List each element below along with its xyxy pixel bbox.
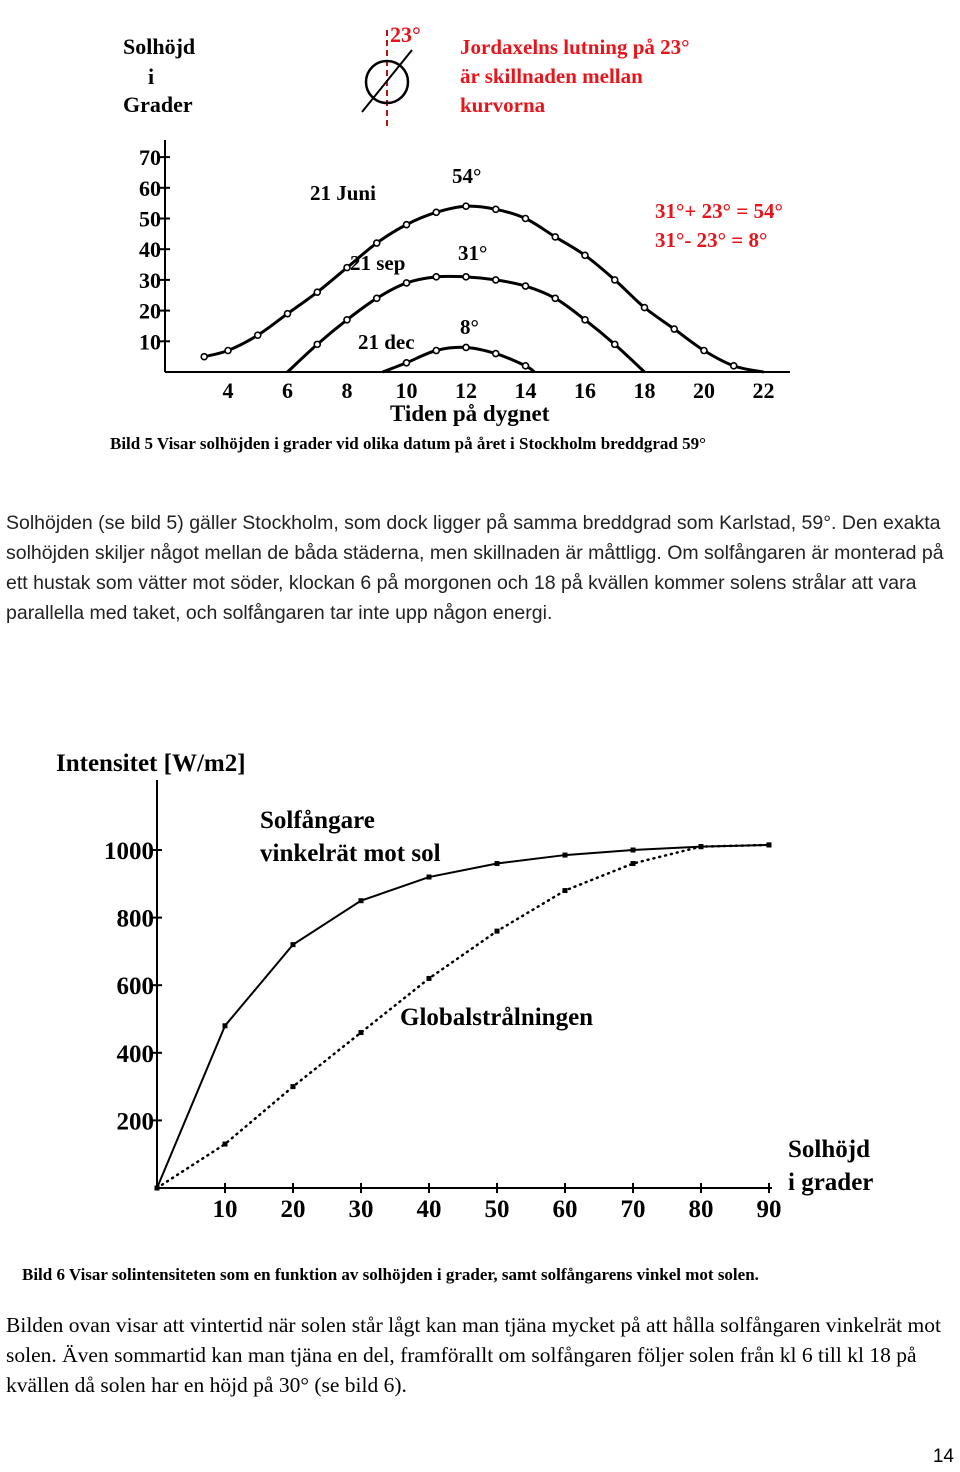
series-1-point [359, 898, 364, 903]
label-globalstralningen: Globalstrålningen [400, 1004, 594, 1031]
caption-figure-6: Bild 6 Visar solintensiteten som en funktion av solhöjden i grader, samt solfångarens vinkel mot solen. [22, 1265, 759, 1284]
x-tick-label: 50 [484, 1196, 510, 1223]
series-2-point [699, 844, 704, 849]
series-1-point [631, 848, 636, 853]
series-2-point [563, 888, 568, 893]
peak-31: 31° [458, 241, 488, 265]
curve-2-point [374, 295, 380, 301]
chart1-y-title [123, 34, 195, 117]
chart2-y-title: Intensitet [W/m2] [56, 750, 246, 777]
peak-54: 54° [452, 164, 482, 188]
curve-1-point [552, 234, 558, 240]
x-tick-label: 80 [688, 1196, 714, 1223]
peak-8: 8° [460, 315, 479, 339]
tilt-note [460, 35, 690, 117]
note-line2: är skillnaden mellan [460, 64, 643, 88]
formula-note [655, 199, 783, 252]
curve-2-point [344, 317, 350, 323]
curve-2-point [552, 295, 558, 301]
x-tick-label: 16 [574, 378, 596, 403]
x-tick-label: 10 [212, 1196, 238, 1223]
y-tick-label: 40 [139, 237, 161, 263]
curve-1-point [255, 332, 261, 338]
x-tick-label: 6 [282, 378, 293, 403]
chart2-y-ticks [104, 838, 162, 1135]
y-tick-label: 200 [116, 1108, 154, 1136]
note-line1: Jordaxelns lutning på 23° [460, 35, 690, 59]
label-21-sep: 21 sep [350, 251, 406, 275]
chart2-x-title-line1: Solhöjd [788, 1136, 870, 1163]
series-2-point [291, 1084, 296, 1089]
y-title-line2: i [148, 64, 155, 89]
label-solfangare-line1: Solfångare [260, 807, 375, 834]
curve-2-point [582, 317, 588, 323]
x-tick-label: 22 [752, 378, 775, 403]
x-tick-label: 20 [693, 378, 715, 403]
curve-2-point [493, 277, 499, 283]
curve-1-point [642, 305, 648, 311]
curve-1-point [523, 216, 529, 222]
curve-3-point [523, 363, 529, 369]
x-tick-label: 70 [620, 1196, 646, 1223]
curve-1-point [671, 326, 677, 332]
curve-3-point [433, 348, 439, 354]
paragraph-2: Bilden ovan visar att vintertid när solen står lågt kan man tjäna mycket på att hålla solfångaren vinkelrät mot solen. Även sommartid kan man tjäna en del, framförallt om solfångaren följer solen från kl 6 till kl 18 på kvällen då solen har en höjd på 30° (se bild 6). [6, 1313, 941, 1397]
y-tick-label: 60 [139, 175, 161, 201]
curve-1-point [225, 348, 231, 354]
curve-1-point [433, 209, 439, 215]
paragraph-1: Solhöjden (se bild 5) gäller Stockholm, som dock ligger på samma breddgrad som Karlstad, 59°. Den exakta solhöjden skiljer något mellan de båda städerna, men skillnaden är måttligg. Om solfångaren är monterad på ett hustak som vätter mot söder, klockan 6 på morgonen och 18 på kvällen kommer solens strålar att vara parallella med taket, och solfångaren tar inte upp någon energi. [6, 512, 944, 624]
y-tick-label: 10 [139, 329, 161, 355]
curve-1-point [404, 222, 410, 228]
x-tick-label: 90 [756, 1196, 782, 1223]
formula-line2: 31°- 23° = 8° [655, 228, 768, 252]
y-tick-label: 1000 [104, 838, 154, 865]
chart1-x-ticks [223, 378, 775, 403]
chart2-labels [260, 807, 873, 1196]
x-tick-label: 20 [280, 1196, 306, 1223]
curve-2-point [404, 280, 410, 286]
y-tick-label: 70 [139, 145, 161, 171]
note-line3: kurvorna [460, 93, 546, 117]
caption-figure-5: Bild 5 Visar solhöjden i grader vid olika datum på året i Stockholm breddgrad 59° [110, 434, 706, 453]
series-1-point [223, 1023, 228, 1028]
intensity-chart [0, 740, 960, 1230]
curve-2-point [314, 341, 320, 347]
series-2-point [427, 976, 432, 981]
curve-2-point [433, 274, 439, 280]
series-2-point [495, 929, 500, 934]
curve-1-point [701, 348, 707, 354]
page-number: 14 [932, 1446, 954, 1467]
curve-1-point [612, 277, 618, 283]
series-2-point [155, 1186, 160, 1191]
curve-2-point [612, 341, 618, 347]
y-tick-label: 20 [139, 298, 161, 324]
curve-1-point [285, 311, 291, 317]
curve-3-point [463, 344, 469, 350]
x-tick-label: 30 [348, 1196, 374, 1223]
series-2-point [359, 1030, 364, 1035]
solar-altitude-chart [0, 0, 960, 430]
series-1-point [427, 875, 432, 880]
curve-1-point [314, 289, 320, 295]
chart1-labels [310, 164, 487, 354]
x-tick-label: 12 [455, 378, 477, 403]
x-tick-label: 18 [633, 378, 656, 403]
y-tick-label: 800 [116, 905, 154, 933]
y-tick-label: 50 [139, 206, 161, 232]
x-tick-label: 10 [395, 378, 418, 403]
curve-1-point [463, 203, 469, 209]
series-1-point [495, 861, 500, 866]
y-title-line1: Solhöjd [123, 34, 196, 59]
curve-2-point [523, 283, 529, 289]
series-2-point [631, 861, 636, 866]
x-tick-label: 60 [552, 1196, 578, 1223]
label-21-dec: 21 dec [358, 330, 415, 354]
label-21-juni: 21 Juni [310, 181, 376, 205]
curve-1-point [582, 252, 588, 258]
curve-3-point [404, 360, 410, 366]
series-2-point [767, 842, 772, 847]
series-2-point [223, 1142, 228, 1147]
x-tick-label: 4 [222, 378, 234, 403]
curve-1-point [493, 206, 499, 212]
curve-1-point [374, 240, 380, 246]
y-title-line3: Grader [123, 92, 193, 117]
y-tick-label: 30 [139, 267, 161, 293]
y-tick-label: 600 [116, 973, 154, 1001]
x-tick-label: 8 [341, 378, 353, 403]
label-solfangare-line2: vinkelrät mot sol [260, 840, 441, 867]
x-tick-label: 40 [416, 1196, 442, 1223]
series-1-point [291, 942, 296, 947]
chart1-x-title: Tiden på dygnet [390, 401, 550, 426]
curve-1-point [201, 354, 207, 360]
curve-2-point [463, 274, 469, 280]
x-tick-label: 14 [514, 378, 537, 403]
curve-1-point [731, 363, 737, 369]
tilt-label: 23° [390, 22, 421, 47]
formula-line1: 31°+ 23° = 54° [655, 199, 783, 223]
chart2-x-title-line2: i grader [788, 1169, 874, 1196]
curve-3-point [493, 351, 499, 357]
series-1-point [563, 853, 568, 858]
earth-axis-symbol [362, 22, 421, 130]
y-tick-label: 400 [116, 1040, 154, 1068]
